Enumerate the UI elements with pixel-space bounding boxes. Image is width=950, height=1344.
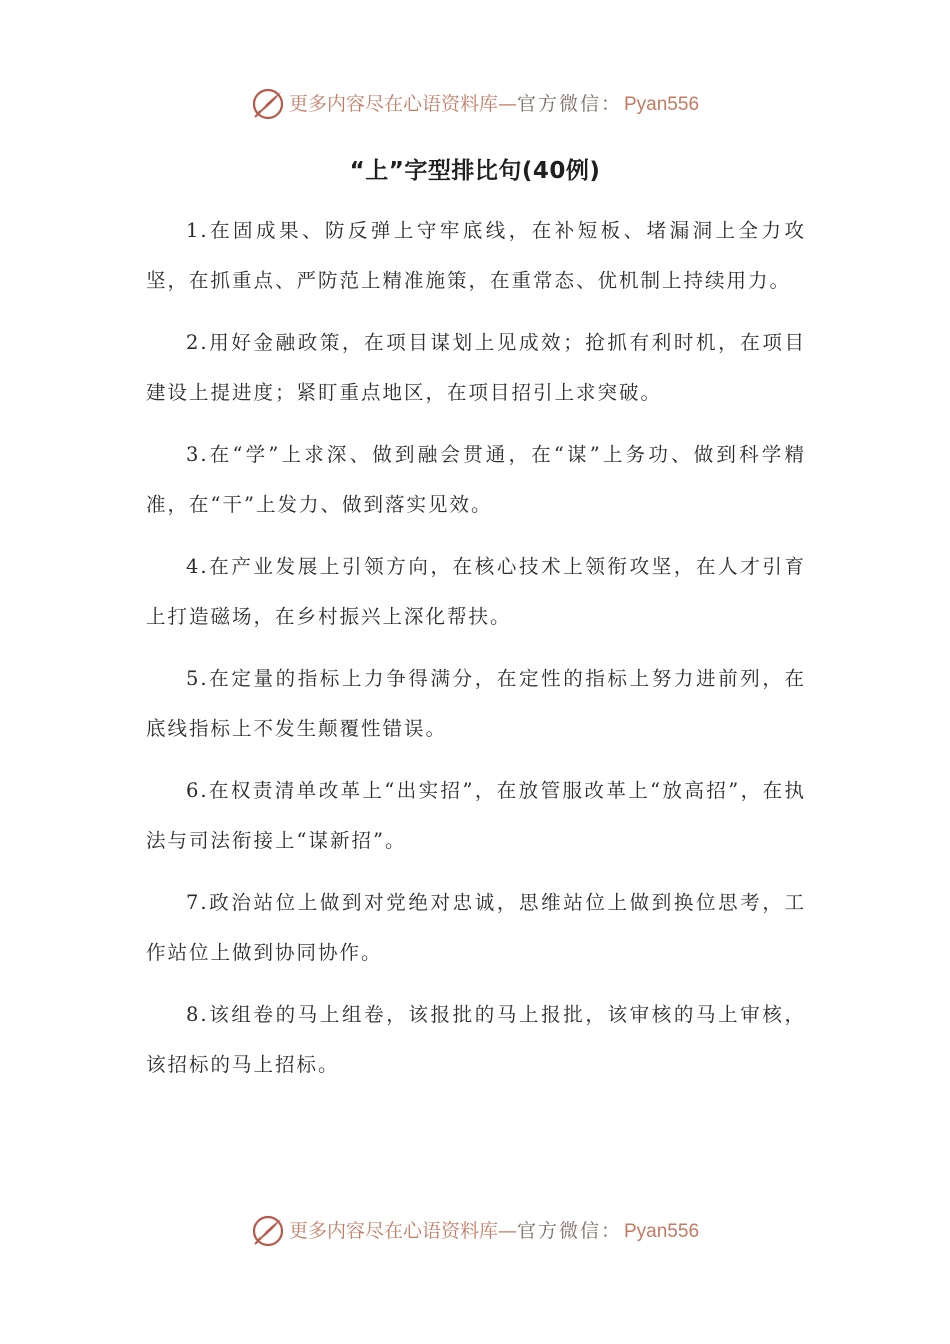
footer-banner [0,1209,950,1253]
document-body [146,206,806,1102]
quill-pen-logo-icon [251,87,285,121]
list-item: 3.在“学”上求深、做到融会贯通，在“谋”上务功、做到科学精准，在“干”上发力、做到落实见效。 [146,443,806,516]
banner-official-label: 官方微信： [516,92,622,115]
banner-wechat-id: Pyan556 [624,93,700,115]
banner-wechat-id: Pyan556 [624,1220,700,1242]
list-item: 8.该组卷的马上组卷，该报批的马上报批，该审核的马上审核，该招标的马上招标。 [146,1003,806,1076]
quill-pen-logo-icon [251,1214,285,1248]
list-item: 4.在产业发展上引领方向，在核心技术上领衔攻坚，在人才引育上打造磁场，在乡村振兴上深化帮扶。 [146,555,806,628]
list-item: 1.在固成果、防反弹上守牢底线，在补短板、堵漏洞上全力攻坚，在抓重点、严防范上精准施策，在重常态、优机制上持续用力。 [146,219,806,292]
document-title: “上”字型排比句(40例) [349,158,601,184]
banner-dash: — [497,1219,517,1242]
list-item: 2.用好金融政策，在项目谋划上见成效；抢抓有利时机，在项目建设上提进度；紧盯重点地区，在项目招引上求突破。 [146,331,806,404]
banner-lead-text: 更多内容尽在心语资料库 [288,1219,498,1242]
banner-lead-text: 更多内容尽在心语资料库 [288,92,498,115]
banner-official-label: 官方微信： [516,1219,622,1242]
list-item: 6.在权责清单改革上“出实招”，在放管服改革上“放高招”，在执法与司法衔接上“谋新招”。 [146,779,806,852]
banner-dash: — [497,92,517,115]
list-item: 5.在定量的指标上力争得满分，在定性的指标上努力进前列，在底线指标上不发生颠覆性错误。 [146,667,806,740]
list-item: 7.政治站位上做到对党绝对忠诚，思维站位上做到换位思考，工作站位上做到协同协作。 [146,891,806,964]
header-banner [0,82,950,126]
